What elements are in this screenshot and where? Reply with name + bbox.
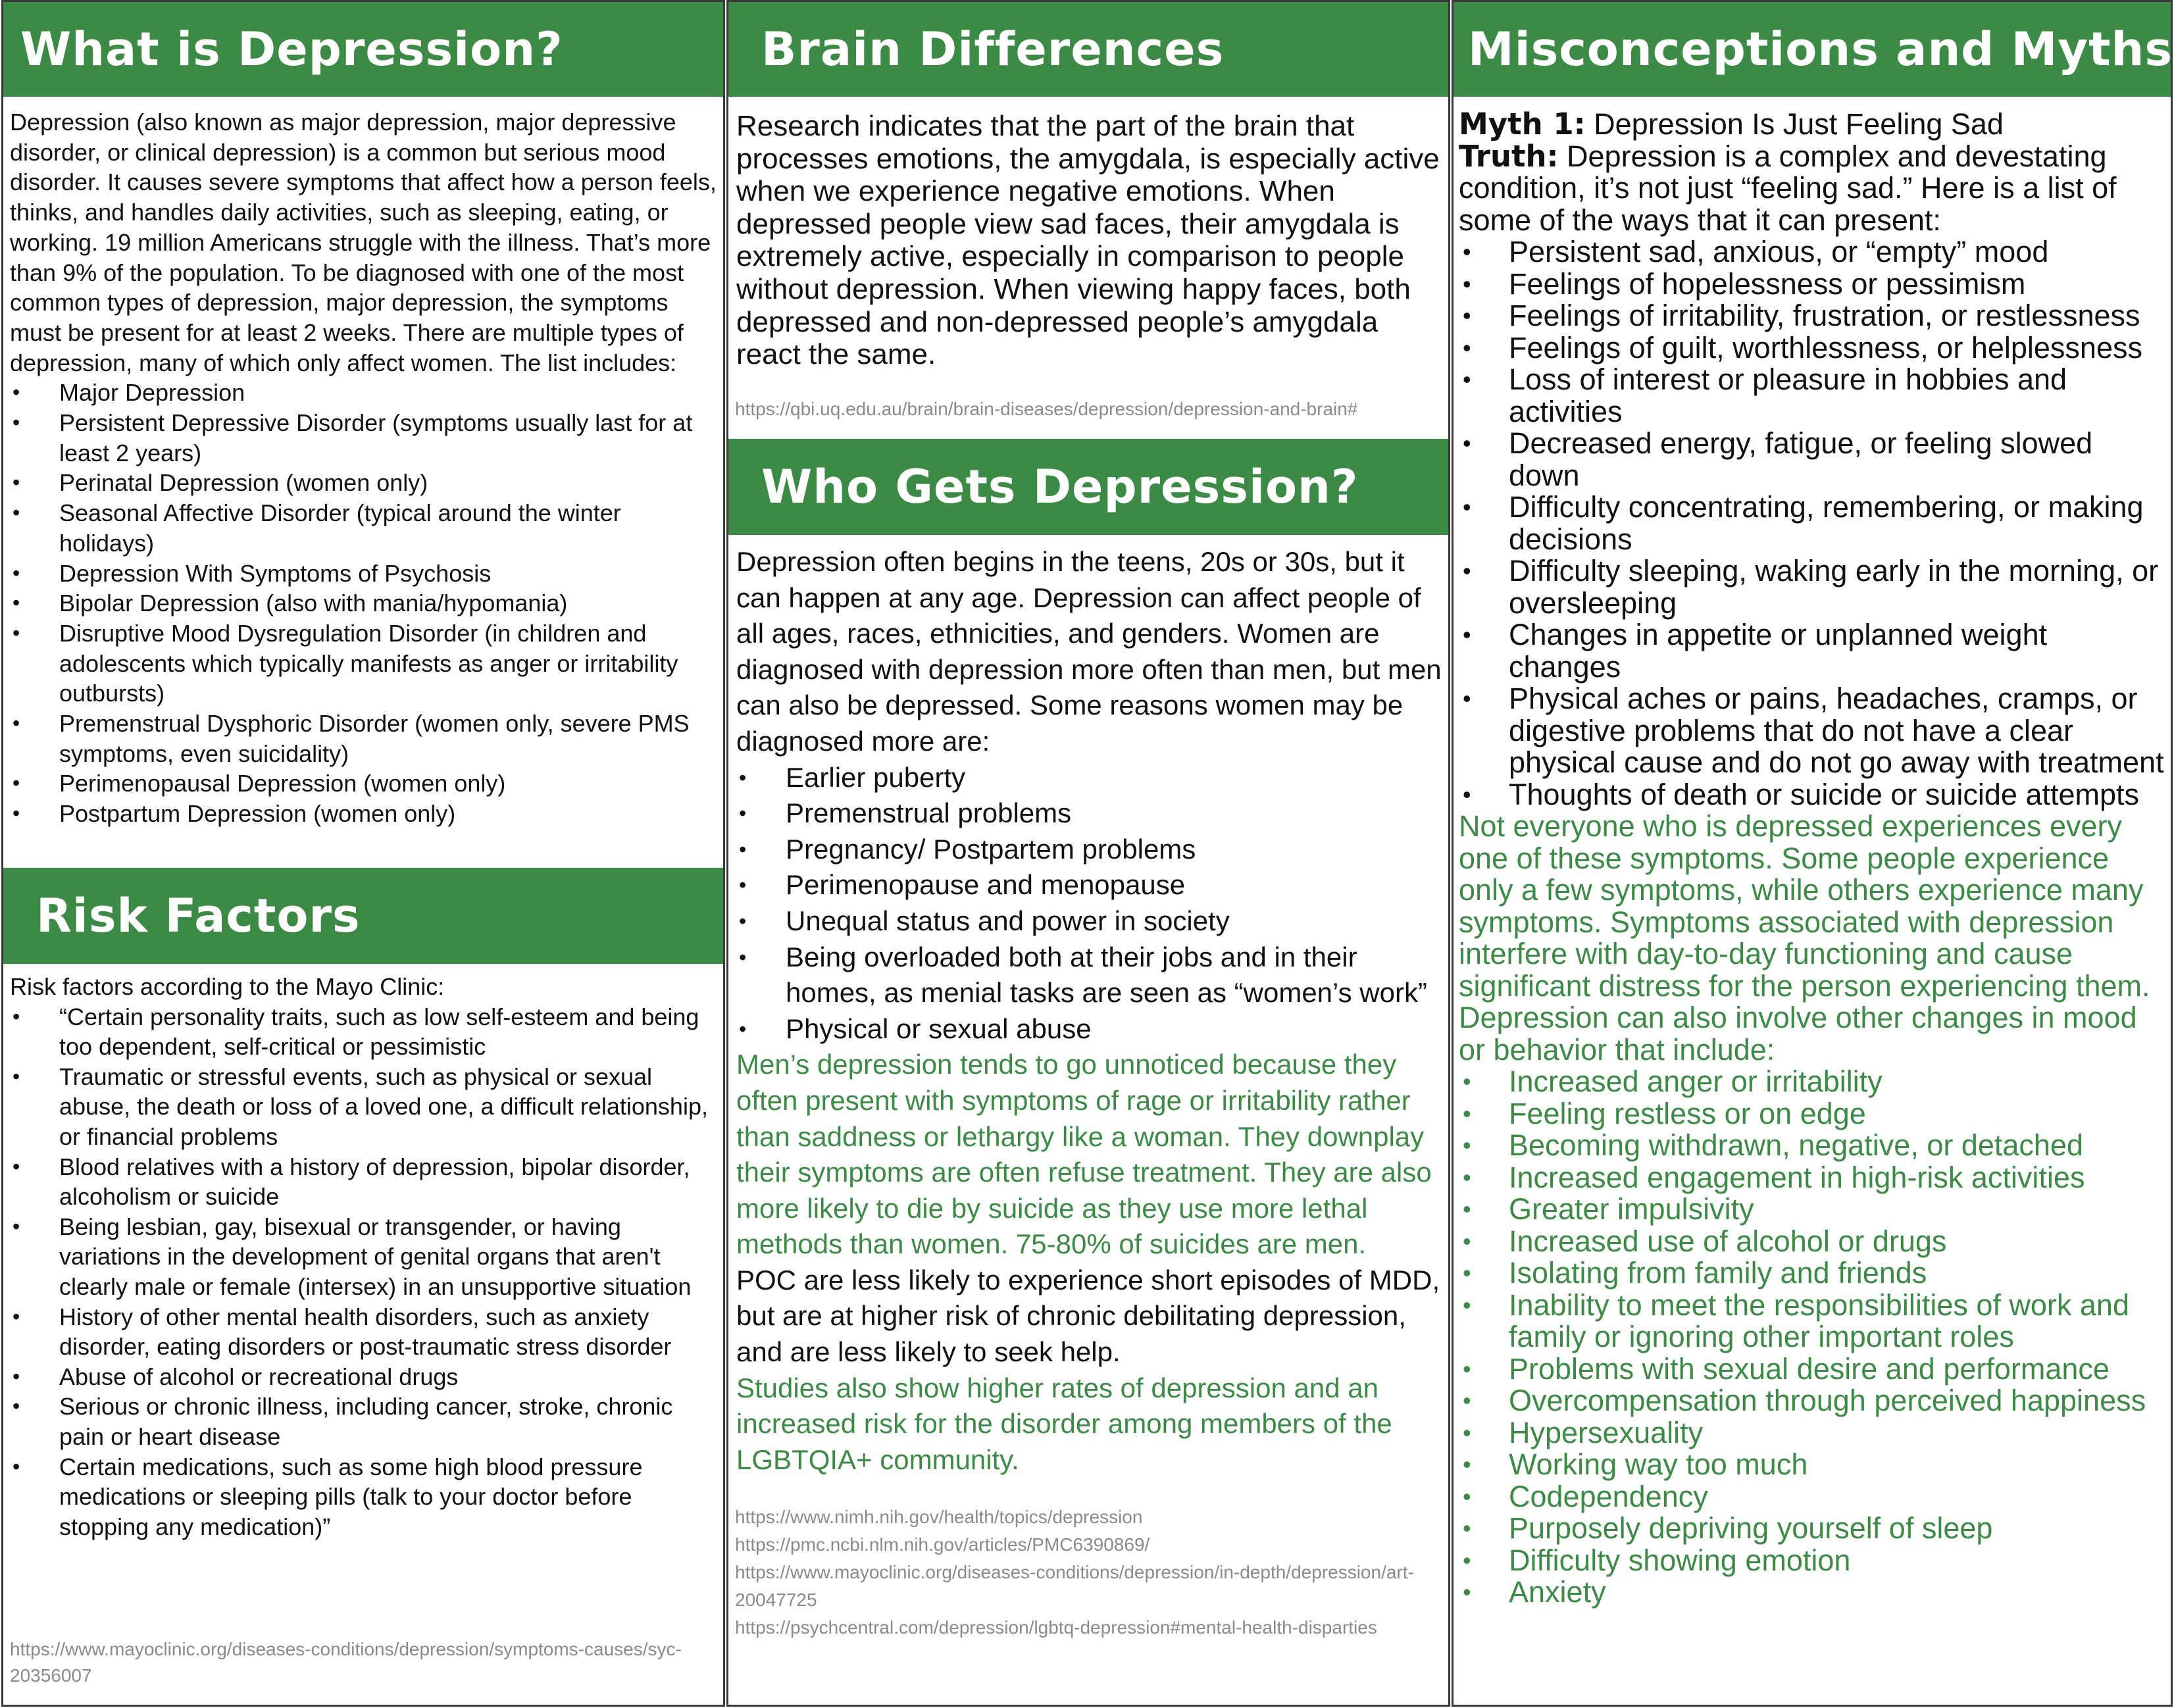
who-intro: Depression often begins in the teens, 20s or 30s, but it can happen at any age. Depression can affect people of all ages, races, ethnicities, and genders. Women are diagnosed with depression more often than men, but men can also be depressed. Some reasons women may be diagnosed more are: (736, 546, 1442, 757)
brain-source (735, 395, 1444, 423)
list-item: • Increased use of alcohol or drugs (1459, 1226, 2167, 1258)
list-item: • Premenstrual Dysphoric Disorder (women only, severe PMS symptoms, even suicidality) (10, 709, 719, 768)
reasons-list (736, 760, 1444, 1047)
list-item: • Purposely depriving yourself of sleep (1459, 1513, 2167, 1545)
risk-title: Risk Factors (36, 889, 361, 943)
list-item: • Increased engagement in high-risk activities (1459, 1162, 2167, 1194)
list-item: • Feelings of hopelessness or pessimism (1459, 268, 2167, 301)
list-item: • Feeling restless or on edge (1459, 1098, 2167, 1130)
list-item: • Being lesbian, gay, bisexual or transgender, or having variations in the development of genital organs that aren't clearly male or female (intersex) in an unsupportive situation (10, 1212, 719, 1302)
list-item: • Anxiety (1459, 1576, 2167, 1609)
what-is-title: What is Depression? (20, 22, 563, 76)
list-item: • Postpartum Depression (women only) (10, 799, 719, 829)
list-item: • Perinatal Depression (women only) (10, 468, 719, 498)
risk-banner (3, 868, 723, 964)
list-item: • Greater impulsivity (1459, 1193, 2167, 1226)
list-item: • Loss of interest or pleasure in hobbies and activities (1459, 364, 2167, 428)
list-item: • Physical aches or pains, headaches, cramps, or digestive problems that do not have a clear physical cause and do not go away with treatment (1459, 683, 2167, 779)
brain-banner (728, 2, 1448, 97)
list-item: • Hypersexuality (1459, 1417, 2167, 1449)
list-item: • Thoughts of death or suicide or suicide attempts (1459, 779, 2167, 811)
list-item: • Abuse of alcohol or recreational drugs (10, 1362, 719, 1392)
truth-label: Truth: (1459, 138, 1559, 174)
truth-line (1459, 138, 2167, 237)
source-link[interactable]: https://qbi.uq.edu.au/brain/brain-diseases/depression/depression-and-brain# (735, 399, 1358, 419)
list-item: • Perimenopause and menopause (736, 867, 1444, 903)
list-item: • Overcompensation through perceived happiness (1459, 1385, 2167, 1417)
what-is-banner (3, 2, 723, 97)
who-sources (735, 1503, 1444, 1642)
list-item: • Earlier puberty (736, 760, 1444, 796)
risk-factors-list (10, 1002, 719, 1542)
men-paragraph: Men’s depression tends to go unnoticed because they often present with symptoms of rage or irritability rather than saddness or lethargy like a woman. They downplay their symptoms are often refuse treatment. They are also more likely to die by suicide as they use more lethal methods than women. 75-80% of suicides are men. (736, 1049, 1432, 1260)
symptoms-list (1459, 236, 2167, 811)
myth-line (1459, 109, 2167, 141)
source-link[interactable]: https://www.nimh.nih.gov/health/topics/depression (735, 1507, 1143, 1527)
list-item: • Inability to meet the responsibilities of work and family or ignoring other important roles (1459, 1290, 2167, 1353)
list-item: • Blood relatives with a history of depression, bipolar disorder, alcoholism or suicide (10, 1152, 719, 1212)
myths-section (1459, 109, 2167, 1609)
list-item: • Disruptive Mood Dysregulation Disorder (in children and adolescents which typically manifests as anger or irritability outbursts) (10, 618, 719, 709)
symptoms-note: Not everyone who is depressed experiences every one of these symptoms. Some people experience only a few symptoms, while others experience many symptoms. Symptoms associated with depression interfere with day-to-day functioning and cause significant distress for the person experiencing them. Depression can also involve other changes in mood or behavior that include: (1459, 809, 2150, 1067)
brain-text: Research indicates that the part of the brain that processes emotions, the amygdala, is especially active when we experience negative emotions. When depressed people view sad faces, their amygdala is extremely active, especially in comparison to people without depression. When viewing happy faces, both depressed and non-depressed people’s amygdala react the same. (736, 110, 1440, 371)
list-item: • Traumatic or stressful events, such as physical or sexual abuse, the death or loss of a loved one, a difficult relationship, or financial problems (10, 1062, 719, 1152)
list-item: • Certain medications, such as some high blood pressure medications or sleeping pills (talk to your doctor before stopping any medication)” (10, 1452, 719, 1542)
who-section (736, 544, 1444, 1478)
myths-banner (1454, 2, 2171, 97)
list-item: • Becoming withdrawn, negative, or detached (1459, 1130, 2167, 1162)
list-item: • Major Depression (10, 378, 719, 408)
column-left (1, 0, 725, 1707)
list-item: • Unequal status and power in society (736, 903, 1444, 940)
risk-section (10, 972, 719, 1542)
list-item: • Changes in appetite or unplanned weight changes (1459, 619, 2167, 683)
list-item: • Being overloaded both at their jobs and in their homes, as menial tasks are seen as “women’s work” (736, 940, 1444, 1011)
list-item: • Increased anger or irritability (1459, 1066, 2167, 1098)
other-changes-list (1459, 1066, 2167, 1609)
list-item: • Difficulty sleeping, waking early in the morning, or oversleeping (1459, 555, 2167, 619)
list-item: • Perimenopausal Depression (women only) (10, 768, 719, 799)
list-item: • Difficulty showing emotion (1459, 1545, 2167, 1577)
list-item: • Feelings of guilt, worthlessness, or helplessness (1459, 332, 2167, 364)
source-link[interactable]: https://psychcentral.com/depression/lgbtq-depression#mental-health-disparties (735, 1617, 1377, 1638)
list-item: • “Certain personality traits, such as low self-esteem and being too dependent, self-critical or pessimistic (10, 1002, 719, 1062)
who-banner (728, 439, 1448, 535)
list-item: • Bipolar Depression (also with mania/hypomania) (10, 588, 719, 618)
source-link[interactable]: https://www.mayoclinic.org/diseases-conditions/depression/symptoms-causes/syc-20356007 (10, 1639, 682, 1686)
risk-source (10, 1636, 719, 1689)
column-right (1452, 0, 2173, 1707)
poc-paragraph: POC are less likely to experience short episodes of MDD, but are at higher risk of chronic debilitating depression, and are less likely to seek help. (736, 1264, 1440, 1368)
lgbt-paragraph: Studies also show higher rates of depression and an increased risk for the disorder among members of the LGBTQIA+ community. (736, 1372, 1392, 1475)
who-title: Who Gets Depression? (761, 460, 1359, 514)
list-item: • Feelings of irritability, frustration, or restlessness (1459, 300, 2167, 332)
source-link[interactable]: https://www.mayoclinic.org/diseases-conditions/depression/in-depth/depression/art-20047725 (735, 1562, 1414, 1610)
list-item: • Pregnancy/ Postpartem problems (736, 832, 1444, 868)
myths-title: Misconceptions and Myths (1468, 22, 2173, 76)
list-item: • Persistent sad, anxious, or “empty” mood (1459, 236, 2167, 268)
risk-intro: Risk factors according to the Mayo Clinic: (10, 973, 445, 1000)
list-item: • Working way too much (1459, 1449, 2167, 1481)
list-item: • Premenstrual problems (736, 795, 1444, 832)
source-link[interactable]: https://pmc.ncbi.nlm.nih.gov/articles/PMC6390869/ (735, 1534, 1150, 1555)
list-item: • Physical or sexual abuse (736, 1011, 1444, 1047)
brain-section (736, 110, 1444, 371)
what-is-section (10, 107, 719, 829)
myth-label: Myth 1: (1459, 107, 1586, 141)
myth-text: Depression Is Just Feeling Sad (1585, 107, 2004, 141)
column-middle (726, 0, 1450, 1707)
list-item: • Difficulty concentrating, remembering, or making decisions (1459, 491, 2167, 555)
list-item: • History of other mental health disorders, such as anxiety disorder, eating disorders or post-traumatic stress disorder (10, 1302, 719, 1362)
list-item: • Problems with sexual desire and performance (1459, 1353, 2167, 1386)
list-item: • Codependency (1459, 1481, 2167, 1513)
list-item: • Seasonal Affective Disorder (typical around the winter holidays) (10, 498, 719, 558)
list-item: • Serious or chronic illness, including cancer, stroke, chronic pain or heart disease (10, 1392, 719, 1451)
list-item: • Isolating from family and friends (1459, 1257, 2167, 1290)
what-is-intro: Depression (also known as major depression, major depressive disorder, or clinical depression) is a common but serious mood disorder. It causes severe symptoms that affect how a person feels, thinks, and handles daily activities, such as sleeping, eating, or working. 19 million Americans struggle with the illness. That’s more than 9% of the population. To be diagnosed with one of the most common types of depression, major depression, the symptoms must be present for at least 2 weeks. There are multiple types of depression, many of which only affect women. The list includes: (10, 109, 717, 376)
list-item: • Decreased energy, fatigue, or feeling slowed down (1459, 428, 2167, 491)
list-item: • Persistent Depressive Disorder (symptoms usually last for at least 2 years) (10, 408, 719, 468)
truth-text: Depression is a complex and devestating condition, it’s not just “feeling sad.” Here is a list of some of the ways that it can present: (1459, 139, 2117, 237)
depression-types-list (10, 378, 719, 829)
list-item: • Depression With Symptoms of Psychosis (10, 559, 719, 589)
brain-title: Brain Differences (761, 22, 1225, 76)
